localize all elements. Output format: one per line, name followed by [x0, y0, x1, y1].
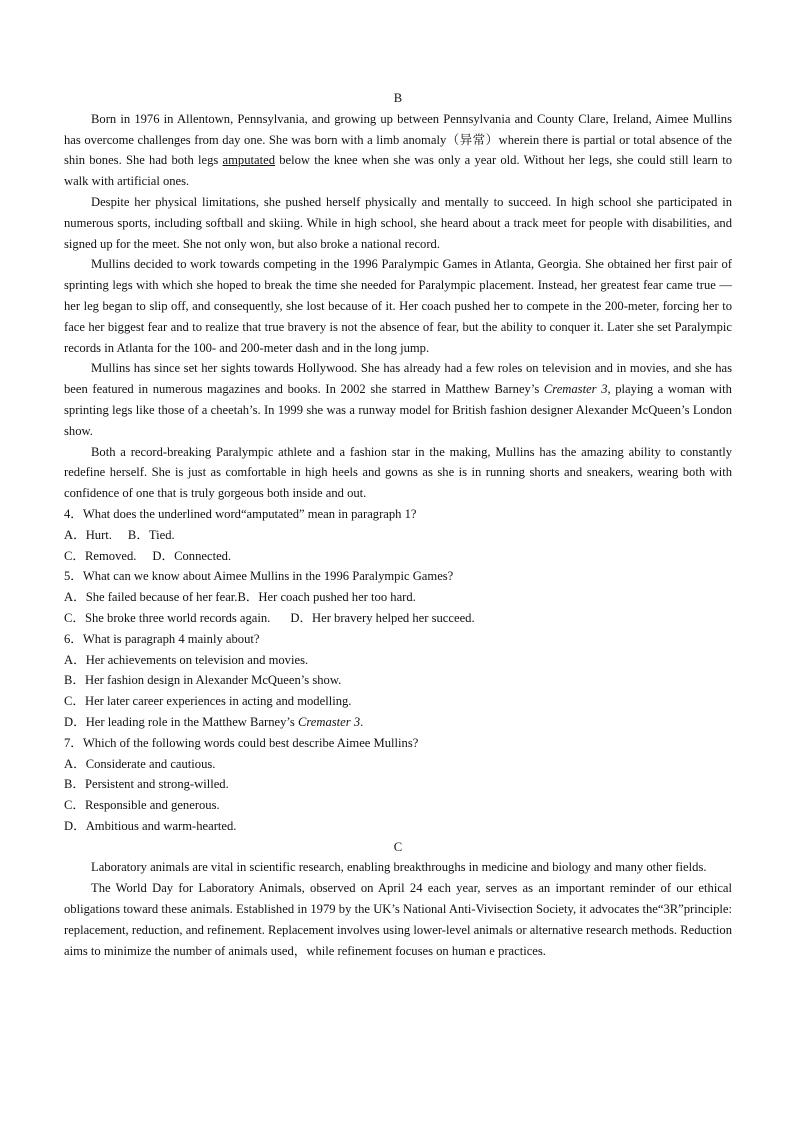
question-7-option-a: A．Considerate and cautious. — [64, 756, 216, 771]
question-6-option-a: A．Her achievements on television and movies. — [64, 652, 309, 667]
option-b: B．Her coach pushed her too hard. — [237, 590, 416, 605]
passage-b-paragraph-1: Born in 1976 in Allentown, Pennsylvania, and growing up between Pennsylvania and County Clare, Ireland, Aimee Mullins has overcome challenges from day one. She was born with a limb anomaly（异常）wherein there is partial or total absence of the shin bones. She had both legs amputated below the knee when she was only a year old. Without her legs, she could still learn to walk with artificial ones. — [64, 111, 732, 189]
option-b: B．Tied. — [127, 527, 175, 542]
question-7-stem: 7．Which of the following words could best describe Aimee Mullins? — [64, 735, 419, 750]
question-5-options-cd — [64, 608, 732, 629]
passage-b-paragraph-2: Despite her physical limitations, she pushed herself physically and mentally to succeed. In high school she participated in numerous sports, including softball and skiing. While in high school, she heard about a track meet for people with disabilities, and signed up for the meet. She not only won, but also broke a national record. — [64, 194, 732, 251]
question-6-option-c: C．Her later career experiences in acting and modelling. — [64, 694, 352, 709]
question-5-stem: 5．What can we know about Aimee Mullins in the 1996 Paralympic Games? — [64, 569, 454, 584]
film-title: Cremaster 3, — [543, 382, 611, 397]
underlined-word: amputated — [222, 153, 276, 168]
option-a: A．She failed because of her fear. — [64, 590, 238, 605]
film-title: Cremaster 3 — [297, 714, 361, 729]
question-4-options-cd — [64, 546, 732, 567]
passage-c-paragraph-2: The World Day for Laboratory Animals, observed on April 24 each year, serves as an important reminder of our ethical obligations toward these animals. Established in 1979 by the UK’s National Anti-Vivisection Society, it advocates the“3R”principle: replacement, reduction, and refinement. Replacement involves using lower-level animals or alternative research methods. Reduction aims to minimize the number of animals used，while refinement focuses on human e practices. — [64, 881, 732, 958]
option-d: D．Connected. — [152, 548, 232, 563]
option-d: D．Her bravery helped her succeed. — [290, 610, 475, 625]
question-6-option-d: D．Her leading role in the Matthew Barney’s Cremaster 3. — [64, 714, 364, 729]
question-6-stem: 6．What is paragraph 4 mainly about? — [64, 631, 260, 646]
option-a: A．Hurt. — [64, 527, 112, 542]
option-c: C．Removed. — [64, 548, 137, 563]
passage-c-paragraph-1: Laboratory animals are vital in scientific research, enabling breakthroughs in medicine and biology and many other fields. — [91, 860, 707, 875]
question-7-option-b: B．Persistent and strong-willed. — [64, 777, 229, 792]
question-4-stem: 4．What does the underlined word“amputated” mean in paragraph 1? — [64, 506, 417, 521]
exam-page — [64, 88, 732, 961]
passage-c-label: C — [393, 839, 403, 854]
passage-b-label: B — [393, 91, 403, 105]
question-6-option-b: B．Her fashion design in Alexander McQueen’s show. — [64, 673, 342, 688]
option-c: C．She broke three world records again. — [64, 610, 271, 625]
question-4-options-ab — [64, 525, 732, 546]
question-7-option-c: C．Responsible and generous. — [64, 798, 220, 813]
passage-b-paragraph-5: Both a record-breaking Paralympic athlete and a fashion star in the making, Mullins has the amazing ability to constantly redefine herself. She is just as comfortable in high heels and gowns as she is in running shorts and sneakers, wearing both with confidence of one that is truly gorgeous both inside and out. — [64, 444, 732, 501]
question-5-options-ab — [64, 587, 732, 608]
passage-b-paragraph-4: Mullins has since set her sights towards Hollywood. She has already had a few roles on television and in movies, and she has been featured in numerous magazines and books. In 2002 she starred in Matthew Barney’s Cremaster 3, playing a woman with sprinting legs like those of a cheetah’s. In 1999 she was a runway model for British fashion designer Alexander McQueen’s London show. — [64, 361, 732, 438]
passage-b-paragraph-3: Mullins decided to work towards competing in the 1996 Paralympic Games in Atlanta, Georgia. She obtained her first pair of sprinting legs with which she hoped to break the time she needed for Paralympic placement. Instead, her greatest fear came true —her leg began to slip off, and consequently, she lost because of it. Her coach pushed her to compete in the 200-meter, forcing her to face her biggest fear and to realize that true bravery is not the absence of fear, but the ability to conquer it. Later she set Paralympic records in Atlanta for the 100- and 200-meter dash and in the long jump. — [64, 257, 732, 355]
question-7-option-d: D．Ambitious and warm-hearted. — [64, 818, 237, 833]
